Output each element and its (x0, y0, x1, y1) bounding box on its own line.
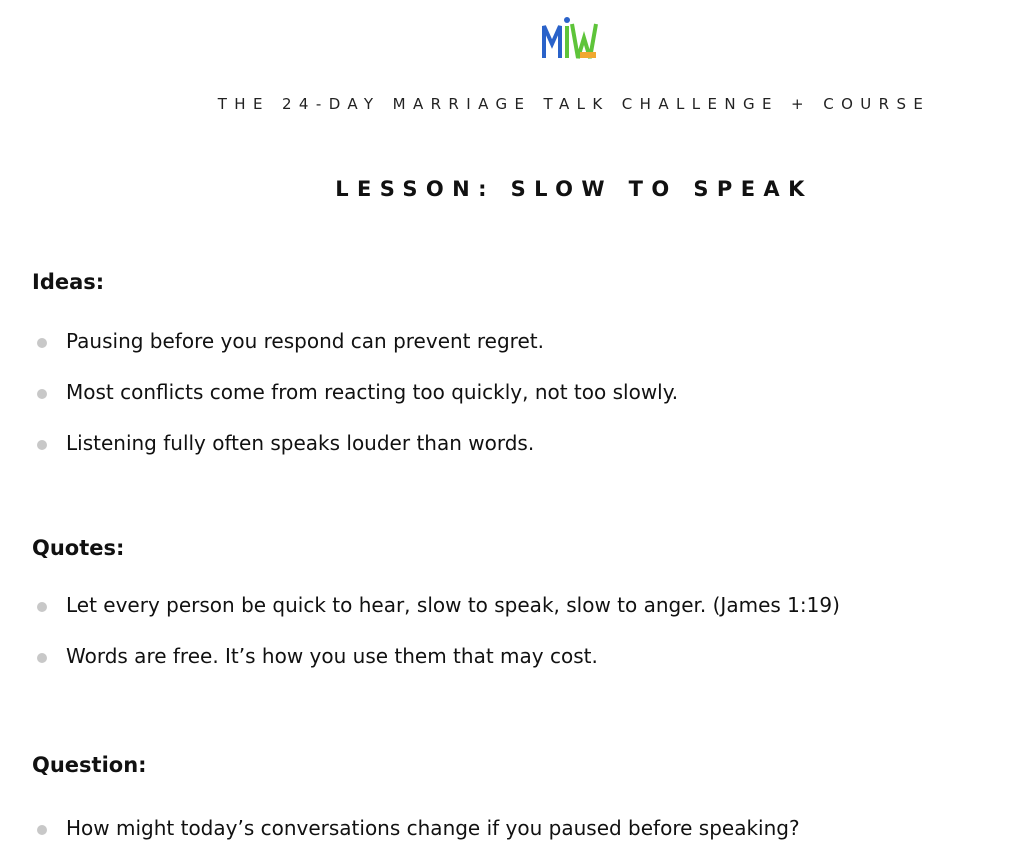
question-heading: Question: (32, 753, 147, 777)
list-item-text: How might today’s conversations change if you paused before speaking? (66, 816, 800, 840)
list-item-text: Let every person be quick to hear, slow to speak, slow to anger. (James 1:19) (66, 593, 840, 617)
question-list (0, 813, 800, 864)
quotes-list (0, 590, 840, 692)
list-item-text: Pausing before you respond can prevent regret. (66, 329, 544, 353)
list-item (0, 377, 678, 428)
list-item (0, 813, 800, 864)
miw-logo (540, 16, 600, 62)
bullet-icon (37, 338, 47, 348)
ideas-list (0, 326, 678, 479)
list-item-text: Listening fully often speaks louder than words. (66, 431, 535, 455)
bullet-icon (37, 440, 47, 450)
bullet-icon (37, 653, 47, 663)
list-item (0, 641, 840, 692)
quotes-heading: Quotes: (32, 536, 125, 560)
list-item (0, 590, 840, 641)
course-subtitle: THE 24-DAY MARRIAGE TALK CHALLENGE + COURSE (217, 95, 931, 113)
bullet-icon (37, 602, 47, 612)
list-item (0, 326, 678, 377)
bullet-icon (37, 825, 47, 835)
list-item-text: Most conflicts come from reacting too quickly, not too slowly. (66, 380, 679, 404)
ideas-heading: Ideas: (32, 270, 105, 294)
list-item-text: Words are free. It’s how you use them that may cost. (66, 644, 598, 668)
list-item (0, 428, 678, 479)
lesson-title: LESSON: SLOW TO SPEAK (335, 177, 813, 201)
bullet-icon (37, 389, 47, 399)
